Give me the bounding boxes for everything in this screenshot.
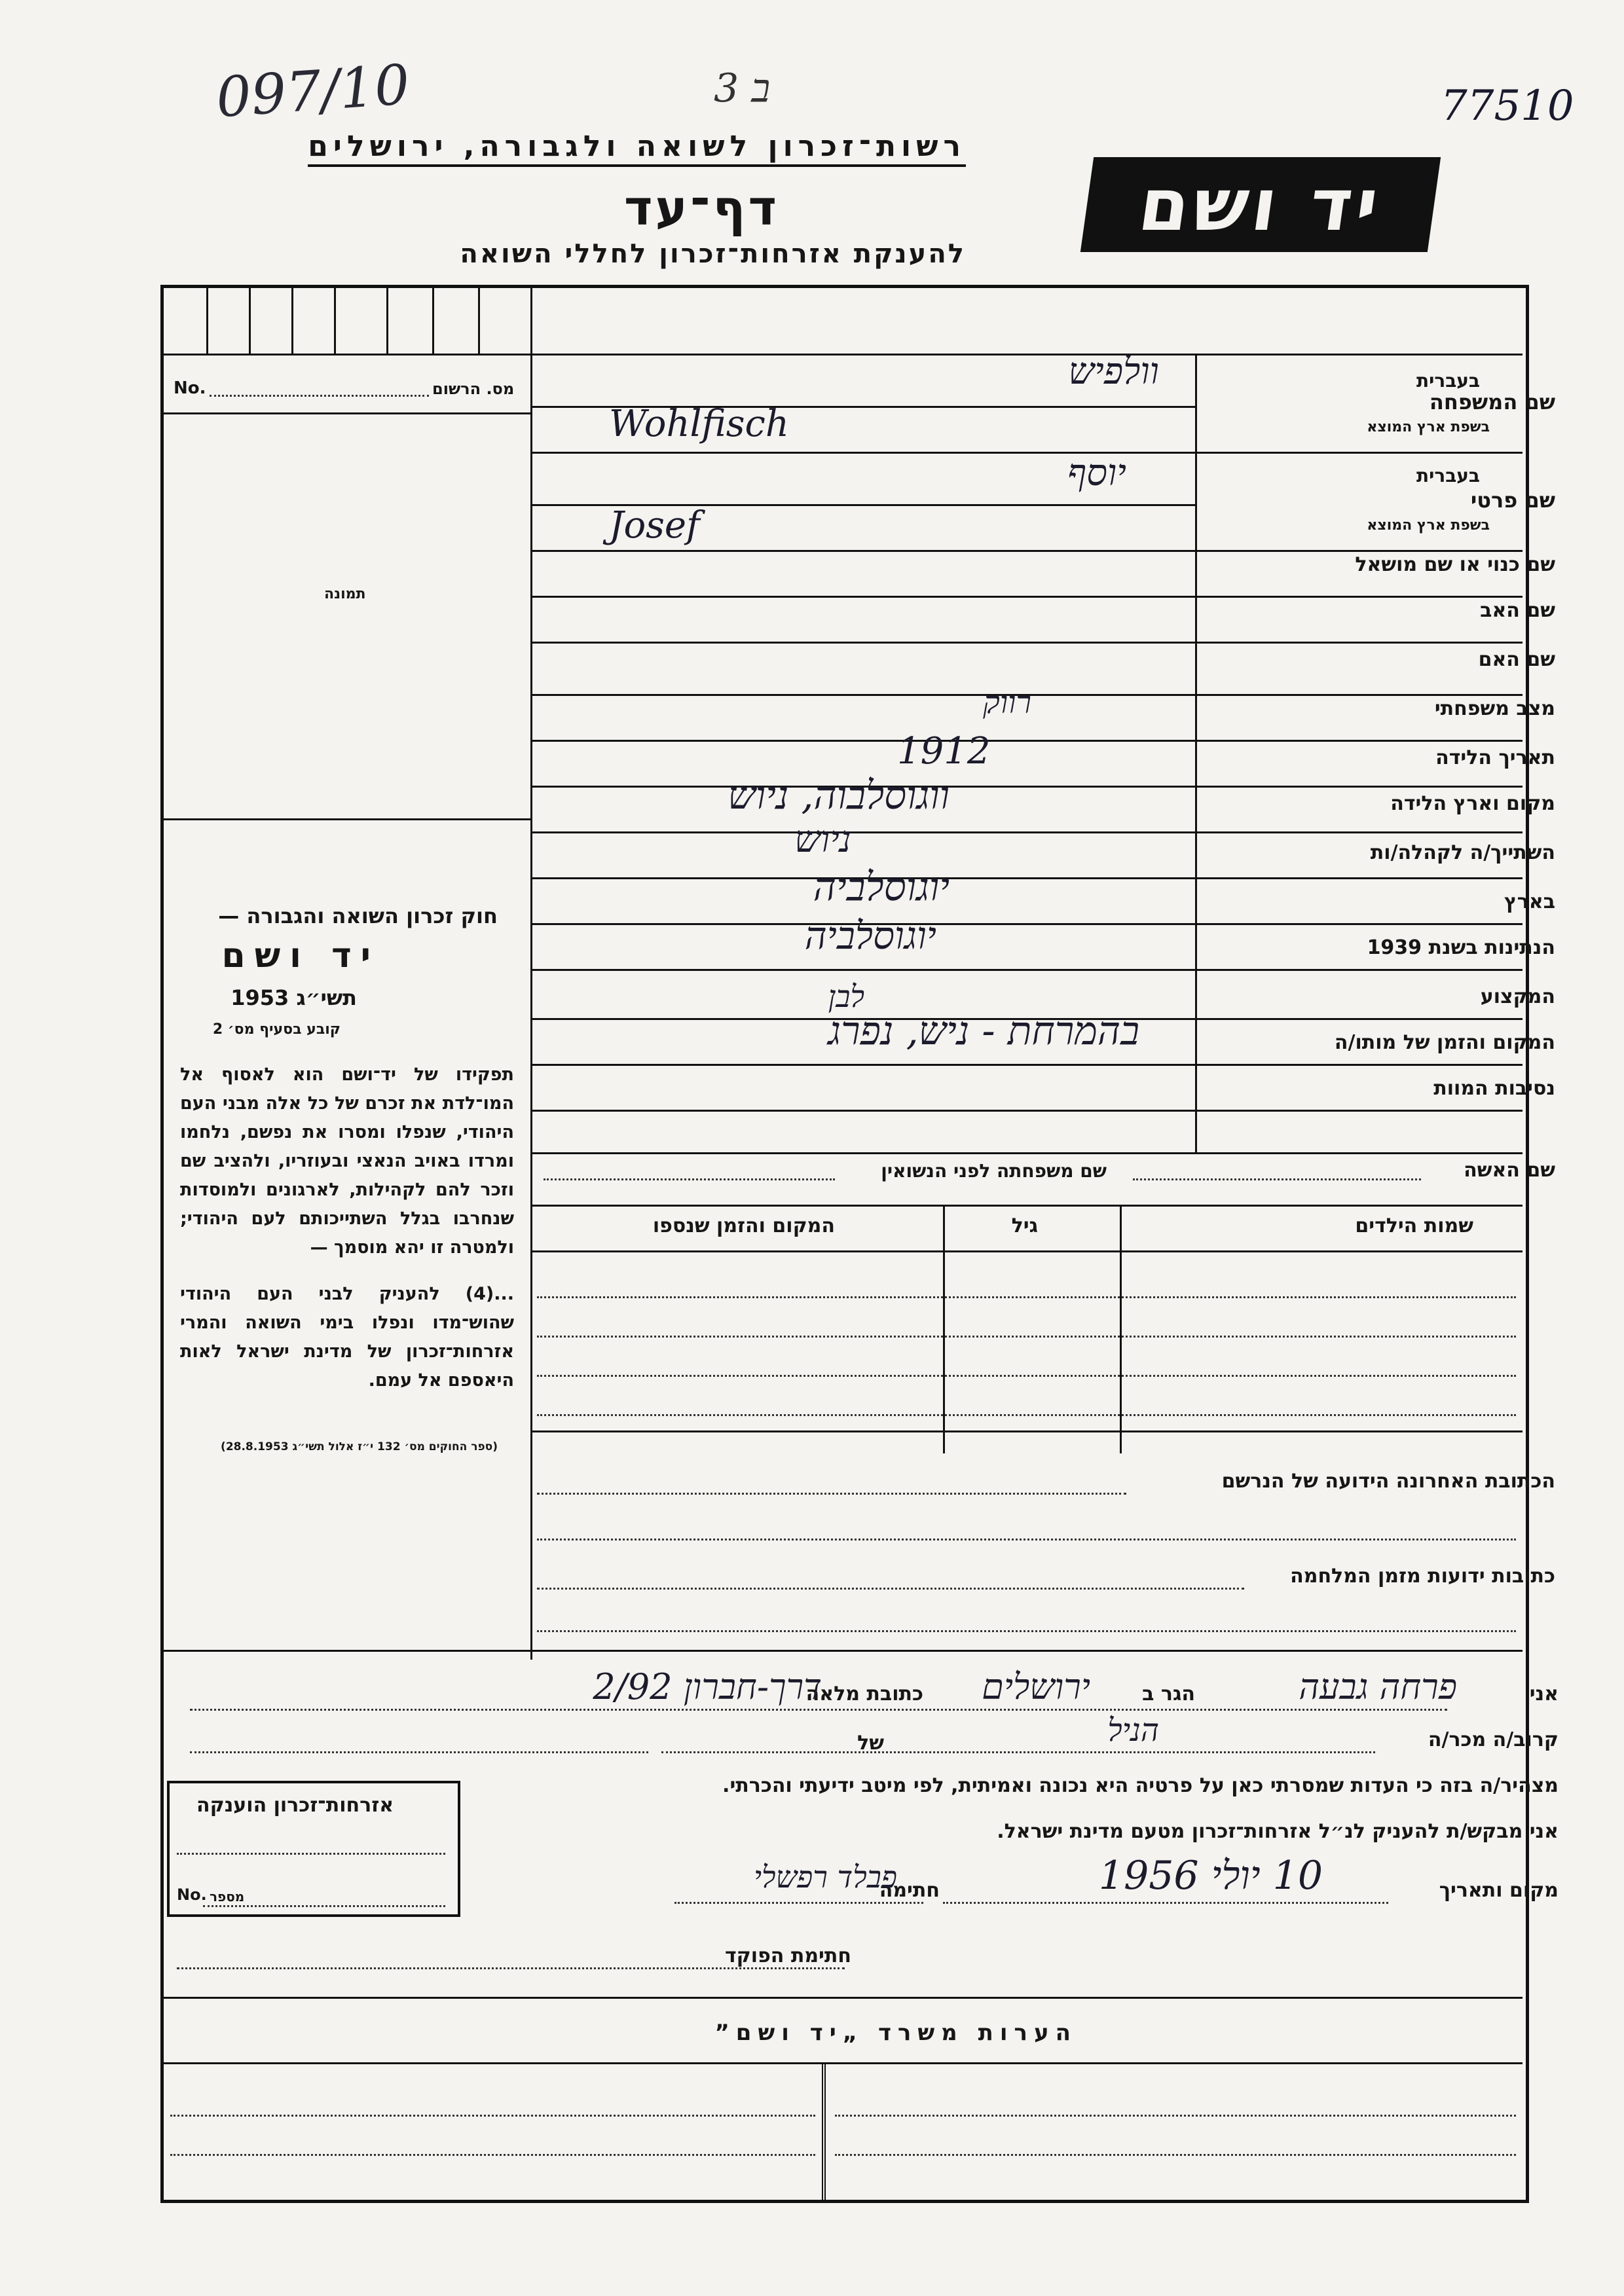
profession-label: המקצוע xyxy=(1480,985,1555,1008)
signature-label: חתימה xyxy=(879,1879,940,1902)
of-label: של xyxy=(857,1732,884,1755)
origin-lang-label-2: בשפת ארץ המוצא xyxy=(1367,517,1490,534)
first-name-label: שם פרטי xyxy=(1470,488,1555,513)
country-value: יוגוסלביה xyxy=(813,864,950,910)
law-title: חוק זכרון השואה והגבורה — xyxy=(218,903,498,928)
city-value: ירושלים xyxy=(982,1666,1090,1707)
children-names-label: שמות הילדים xyxy=(1355,1214,1473,1237)
law-text-2: ...(4) להעניק לבני העם היהודי שהוש־מדו ונפלו בימי השואה והמרי אזרחות־זכרון של מדינת ישראל לאות היאספם אל עמם. xyxy=(180,1284,514,1391)
birth-date-value: 1912 xyxy=(897,730,991,773)
citizenship-value: יוגוסלביה xyxy=(804,913,936,958)
children-age-label: גיל xyxy=(1011,1214,1038,1237)
form-title: דף־עד xyxy=(624,180,779,236)
first-name-hebrew: יוסף xyxy=(1067,452,1126,494)
officer-signature-label: חתימת הפוקד xyxy=(725,1944,851,1967)
photo-label: תמונה xyxy=(324,586,366,602)
father-label: שם האב xyxy=(1480,599,1555,622)
reg-no-label: No. xyxy=(174,378,206,398)
form-subtitle: להענקת אזרחות־זכרון לחללי השואה xyxy=(460,239,966,269)
place-date-label: מקום ותאריך xyxy=(1439,1879,1559,1902)
mother-label: שם האם xyxy=(1478,648,1555,671)
i-label: אני xyxy=(1529,1683,1559,1705)
corner-mark: ב 3 xyxy=(714,65,771,111)
resides-label: הגר ב xyxy=(1142,1683,1195,1705)
statement-2: אני מבקש/ת להעניק לנ״ל אזרחות־זכרון מטעם מדינת ישראל. xyxy=(997,1820,1559,1843)
country-label: בארץ xyxy=(1504,890,1555,913)
hebrew-label-1: בעברית xyxy=(1416,370,1480,392)
law-citation: (ספר החוקים מס׳ 132 י״ז אלול תשי״ג 28.8.1953) xyxy=(221,1440,498,1453)
law-name: יד ושם xyxy=(221,936,380,975)
box-no-label: No. xyxy=(177,1886,207,1904)
birth-place-value: ווגוסלבוה, ניוש xyxy=(728,773,950,818)
community-label: השתייך/ה לקהלה/ות xyxy=(1370,841,1555,864)
authority-title: רשות־זכרון לשואה ולגבורה, ירושלים xyxy=(308,130,966,167)
marital-value: רווק xyxy=(983,684,1031,721)
yad-vashem-logo xyxy=(1080,157,1441,252)
citizenship-label: הנתינות בשנת 1939 xyxy=(1367,936,1555,959)
box-number-label: מספר xyxy=(210,1889,245,1904)
corner-number: 77510 xyxy=(1441,82,1574,130)
death-cause-label: נסיבות המוות xyxy=(1433,1077,1555,1100)
profession-value: לבן xyxy=(828,979,864,1014)
hebrew-label-2: בעברית xyxy=(1416,465,1480,486)
wartime-address-label: כתובות ידועות מזמן המלחמה xyxy=(1290,1565,1555,1588)
office-notes-label: הערות משרד „יד ושם” xyxy=(714,2020,1077,2046)
birth-place-label: מקום וארץ הלידה xyxy=(1390,792,1555,815)
address-label: כתובת מלאה xyxy=(805,1683,923,1705)
relative-label: קרוב/ה מכר/ה xyxy=(1428,1728,1559,1751)
origin-lang-label-1: בשפת ארץ המוצא xyxy=(1367,419,1490,435)
witness-name: פרחה גבעה xyxy=(1299,1666,1457,1707)
relation-value: הניל xyxy=(1107,1712,1159,1749)
family-name-label: שם המשפחה xyxy=(1429,390,1555,414)
signature-value: פבלד רפשלי xyxy=(754,1859,897,1895)
statement-1: מצהיר/ה בזה כי העדות שמסרתי כאן על פרטיה היא נכונה ואמיתית, לפי מיטב ידיעתי והכרתי. xyxy=(722,1774,1559,1797)
wife-label: שם האשה xyxy=(1464,1159,1555,1182)
place-date-value: 10 יולי 1956 xyxy=(1098,1853,1323,1899)
address-value: דרך-חברון 2/92 xyxy=(593,1666,822,1707)
family-name-hebrew: וולפיש xyxy=(1068,350,1159,393)
logo-text: יד ושם xyxy=(1134,162,1388,247)
first-name-origin: Josef xyxy=(609,504,700,547)
citizenship-box-label: אזרחות־זכרון הוענקה xyxy=(196,1794,394,1817)
birth-date-label: תאריך הלידה xyxy=(1435,746,1555,769)
law-year: תשי״ג 1953 xyxy=(231,985,357,1010)
marital-label: מצב משפחתי xyxy=(1434,697,1555,720)
community-value: ניוש xyxy=(794,818,851,861)
death-place-label: המקום והזמן של מותו/ה xyxy=(1334,1031,1555,1054)
family-name-origin: Wohlfisch xyxy=(609,403,789,445)
children-place-label: המקום והזמן שנספו xyxy=(652,1214,835,1237)
maiden-name-label: שם משפחתה לפני הנשואין xyxy=(881,1160,1107,1182)
last-address-label: הכתובת האחרונה הידועה של הנרשם xyxy=(1221,1470,1555,1493)
reg-number-label: מס. הרשום xyxy=(432,380,515,398)
nickname-label: שם כנוי או שם מושאל xyxy=(1355,553,1555,576)
death-place-value: בהמרחת - ניש, נפרג xyxy=(828,1008,1139,1054)
file-number: 097/10 xyxy=(213,52,412,130)
law-section: קובע בסעיף מס׳ 2 xyxy=(212,1021,341,1038)
law-text-1: תפקידו של יד־ושם הוא לאסוף אל המו־לדת את זכרם של כל אלה מבני העם היהודי, שנפלו ומסרו את נפשם, נלחמו ומרדו באויב הנאצי ובעוזריו, ולהציב שם וזכר להם לקהילות, לארגונים ולמוסדות שנחרבו בגלל השתייכותם לעם היהודי; ולמטרה זו יהא מוסמך — xyxy=(180,1065,514,1258)
